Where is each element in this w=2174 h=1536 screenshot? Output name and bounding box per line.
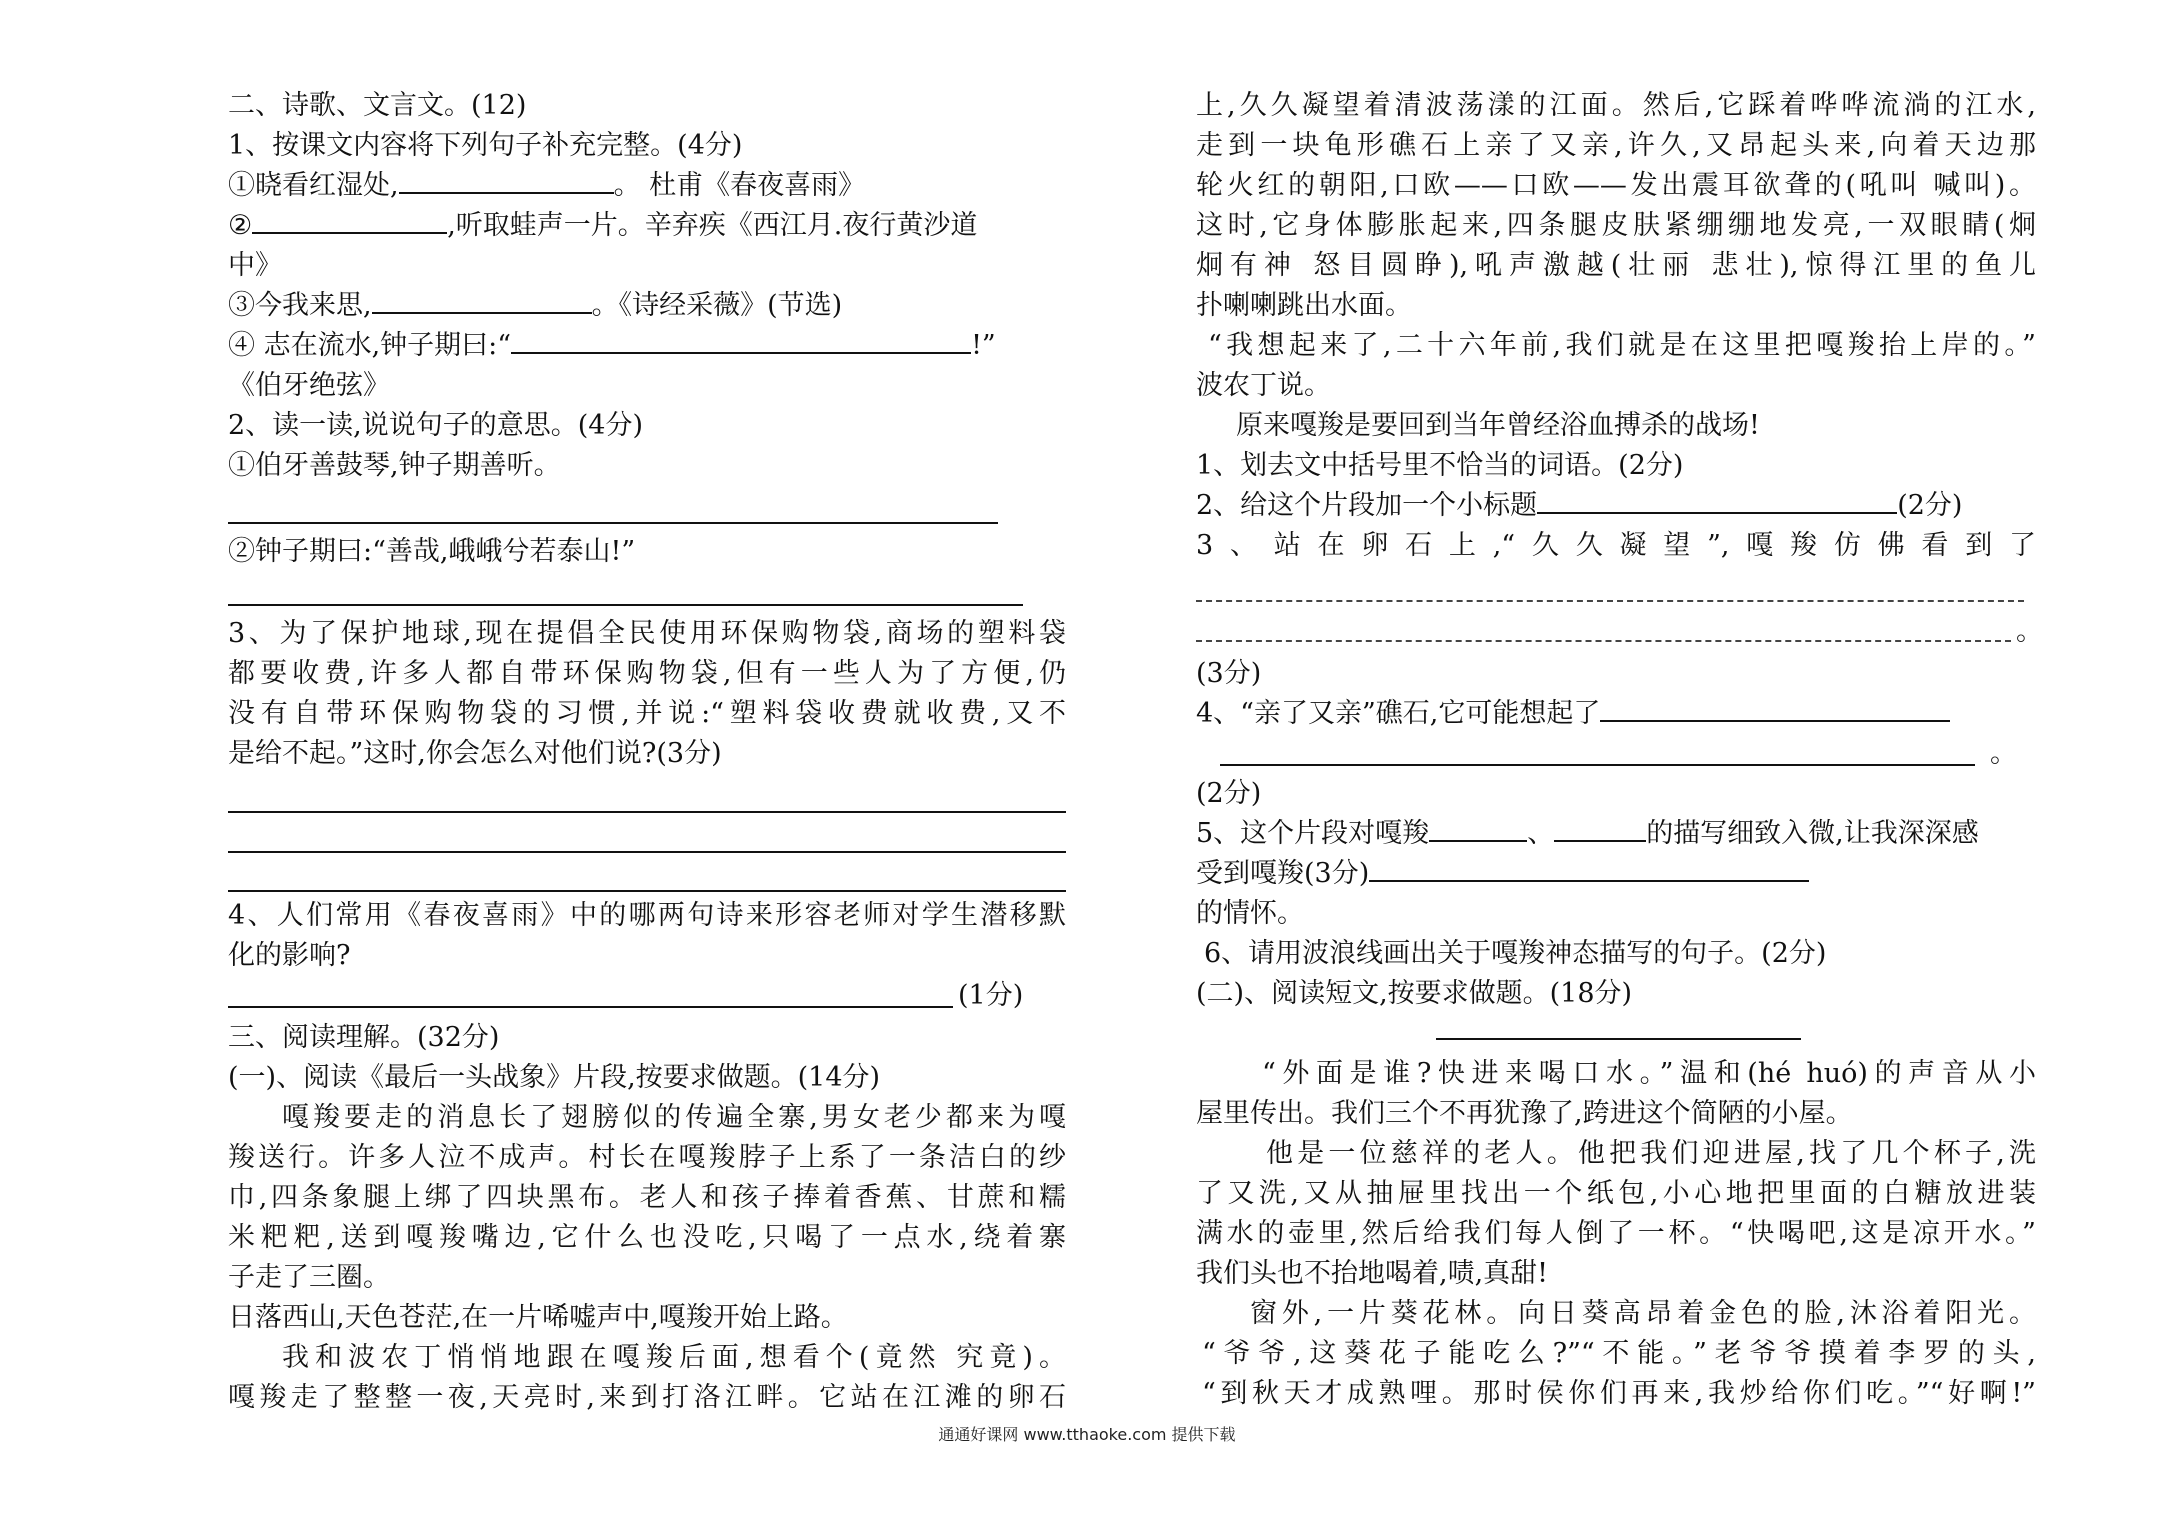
- passage-1-cont-line-8: 波农丁说。: [1196, 370, 1331, 401]
- question-3-line-1: 3、为了保护地球,现在提倡全民使用环保购物袋,商场的塑料袋: [228, 618, 1066, 649]
- question-4-line-1: 4、人们常用《春夜喜雨》中的哪两句诗来形容老师对学生潜移默: [228, 900, 1066, 931]
- answer-line[interactable]: [228, 811, 1066, 813]
- answer-blank[interactable]: [1429, 814, 1527, 842]
- reading-2-title: (二)、阅读短文,按要求做题。(18分): [1196, 978, 1633, 1009]
- r1-q4-score: (2分): [1196, 778, 1262, 809]
- passage-1-line-7: 我和波农丁悄悄地跟在嘎羧后面,想看个(竟然 究竟)。: [282, 1342, 1066, 1373]
- r1-question-5: [1196, 814, 1979, 854]
- r1-question-2: [1196, 486, 1962, 526]
- passage-2-line-1: “外面是谁?快进来喝口水。”温和(hé huó)的声音从小: [1262, 1058, 2036, 1089]
- question-1-item-4: [228, 326, 996, 366]
- reading-1-title: (一)、阅读《最后一头战象》片段,按要求做题。(14分): [228, 1062, 881, 1093]
- passage-1-cont-line-1: 上,久久凝望着清波荡漾的江面。然后,它踩着哗哗流淌的江水,: [1196, 90, 2036, 121]
- r1-q2-score: (2分): [1897, 490, 1963, 521]
- answer-blank[interactable]: [1554, 814, 1646, 842]
- r1-q5-prefix: 5、这个片段对嘎羧: [1196, 818, 1430, 849]
- r1-q3-score: (3分): [1196, 658, 1262, 689]
- r1-q5-suffix: 的描写细致入微,让我深深感: [1646, 818, 1979, 849]
- passage-1-cont-line-4: 这时,它身体膨胀起来,四条腿皮肤紧绷绷地发亮,一双眼睛(炯: [1196, 210, 2036, 241]
- passage-1-line-2: 羧送行。许多人泣不成声。村长在嘎羧脖子上系了一条洁白的纱: [228, 1142, 1066, 1173]
- passage-1-line-6: 日落西山,天色苍茫,在一片唏嘘声中,嘎羧开始上路。: [228, 1302, 848, 1333]
- question-3-line-2: 都要收费,许多人都自带环保购物袋,但有一些人为了方便,仍: [228, 658, 1066, 689]
- passage-1-line-4: 米粑粑,送到嘎羧嘴边,它什么也没吃,只喝了一点水,绕着寨: [228, 1222, 1066, 1253]
- question-1-item-2: [228, 206, 977, 246]
- passage-2-line-9: “到秋天才成熟哩。那时侯你们再来,我炒给你们吃。”“好啊!”: [1202, 1378, 2036, 1409]
- r1-question-6: 6、请用波浪线画出关于嘎羧神态描写的句子。(2分): [1204, 938, 1827, 969]
- passage-1-cont-line-7: “我想起来了,二十六年前,我们就是在这里把嘎羧抬上岸的。”: [1208, 330, 2036, 361]
- question-1-item-2-cont: 中》: [228, 250, 282, 281]
- r1-q5-sep: 、: [1527, 818, 1555, 849]
- answer-line[interactable]: [1196, 640, 2011, 642]
- q1-3-suffix: 。《诗经采薇》(节选): [591, 290, 843, 321]
- q1-1-prefix: ①晓看红湿处,: [228, 170, 399, 201]
- r1-q5-line2-prefix: 受到嘎羧: [1196, 858, 1304, 889]
- passage-2-line-5: 满水的壶里,然后给我们每人倒了一杯。“快喝吧,这是凉开水。”: [1196, 1218, 2036, 1249]
- passage-2-line-8: “爷爷,这葵花子能吃么?”“不能。”老爷爷摸着李罗的头,: [1202, 1338, 2036, 1369]
- passage-1-line-8: 嘎羧走了整整一夜,天亮时,来到打洛江畔。它站在江滩的卵石: [228, 1382, 1066, 1413]
- r1-question-5-line-2: [1196, 854, 1809, 894]
- section-2-title: 二、诗歌、文言文。(12): [228, 90, 527, 121]
- passage-1-cont-line-2: 走到一块龟形礁石上亲了又亲,许久,又昂起头来,向着天边那: [1196, 130, 2036, 161]
- question-4-line-2: 化的影响?: [228, 940, 351, 971]
- r1-question-1: 1、划去文中括号里不恰当的词语。(2分): [1196, 450, 1684, 481]
- r1-question-3: 3、站在卵石上,“久久凝望”,嘎羧仿佛看到了: [1196, 530, 2036, 561]
- question-2-item-1: ①伯牙善鼓琴,钟子期善听。: [228, 450, 561, 481]
- passage-2-line-4: 了又洗,又从抽屉里找出一个纸包,小心地把里面的白糖放进装: [1196, 1178, 2036, 1209]
- passage-1-cont-line-6: 扑喇喇跳出水面。: [1196, 290, 1412, 321]
- passage-1-line-1: 嘎羧要走的消息长了翅膀似的传遍全寨,男女老少都来为嘎: [282, 1102, 1066, 1133]
- q1-1-suffix: 。 杜甫《春夜喜雨》: [613, 170, 866, 201]
- question-2: 2、读一读,说说句子的意思。(4分): [228, 410, 644, 441]
- q1-2-suffix: ,听取蛙声一片。辛弃疾《西江月.夜行黄沙道: [447, 210, 978, 241]
- question-1-item-4-source: 《伯牙绝弦》: [228, 370, 390, 401]
- r1-q4-prefix: 4、“亲了又亲”礁石,它可能想起了: [1196, 698, 1601, 729]
- passage-2-line-3: 他是一位慈祥的老人。他把我们迎进屋,找了几个杯子,洗: [1266, 1138, 2036, 1169]
- question-3-line-4: 是给不起。”这时,你会怎么对他们说?(3分): [228, 738, 722, 769]
- passage-1-cont-line-3: 轮火红的朝阳,口欧——口欧——发出震耳欲聋的(吼叫 喊叫)。: [1196, 170, 2036, 201]
- answer-blank[interactable]: [372, 286, 592, 314]
- passage-1-line-3: 巾,四条象腿上绑了四块黑布。老人和孩子捧着香蕉、甘蔗和糯: [228, 1182, 1066, 1213]
- answer-line[interactable]: [1220, 764, 1975, 766]
- r1-q4-end: 。: [1990, 738, 2017, 769]
- r1-question-4: [1196, 694, 1950, 734]
- footer-credit: 通通好课网 www.tthaoke.com 提供下载: [938, 1425, 1236, 1444]
- answer-line[interactable]: [228, 604, 1023, 606]
- passage-2-line-7: 窗外,一片葵花林。向日葵高昂着金色的脸,沐浴着阳光。: [1250, 1298, 2036, 1329]
- q1-4-prefix: ④ 志在流水,钟子期曰:“: [228, 330, 512, 361]
- r1-q3-end: 。: [2016, 616, 2043, 647]
- question-1: 1、按课文内容将下列句子补充完整。(4分): [228, 130, 743, 161]
- answer-blank[interactable]: [399, 166, 614, 194]
- passage-2-line-6: 我们头也不抬地喝着,啧,真甜!: [1196, 1258, 1549, 1289]
- section-3-title: 三、阅读理解。(32分): [228, 1022, 500, 1053]
- q1-4-suffix: !”: [971, 330, 996, 361]
- answer-line[interactable]: [228, 522, 998, 524]
- r1-q5-score: (3分): [1304, 858, 1370, 889]
- question-2-item-2: ②钟子期曰:“善哉,峨峨兮若泰山!”: [228, 536, 636, 567]
- answer-blank[interactable]: [1600, 694, 1950, 722]
- title-blank[interactable]: [1436, 1038, 1801, 1040]
- answer-blank[interactable]: [1369, 854, 1809, 882]
- question-4-score: (1分): [958, 980, 1024, 1011]
- q1-2-prefix: ②: [228, 210, 253, 241]
- question-3-line-3: 没有自带环保购物袋的习惯,并说:“塑料袋收费就收费,又不: [228, 698, 1066, 729]
- answer-blank[interactable]: [1537, 486, 1897, 514]
- passage-1-cont-line-5: 炯有神 怒目圆睁),吼声激越(壮丽 悲壮),惊得江里的鱼儿: [1196, 250, 2036, 281]
- r1-q2-prefix: 2、给这个片段加一个小标题: [1196, 490, 1538, 521]
- passage-1-line-5: 子走了三圈。: [228, 1262, 390, 1293]
- passage-1-cont-line-9: 原来嘎羧是要回到当年曾经浴血搏杀的战场!: [1236, 410, 1760, 441]
- answer-line[interactable]: [228, 890, 1066, 892]
- question-1-item-1: [228, 166, 865, 206]
- answer-line[interactable]: [228, 1006, 953, 1008]
- question-1-item-3: [228, 286, 842, 326]
- answer-blank[interactable]: [252, 206, 447, 234]
- passage-2-line-2: 屋里传出。我们三个不再犹豫了,跨进这个简陋的小屋。: [1196, 1098, 1853, 1129]
- q1-3-prefix: ③今我来思,: [228, 290, 372, 321]
- r1-question-5-line-3: 的情怀。: [1196, 898, 1304, 929]
- answer-line[interactable]: [228, 851, 1066, 853]
- answer-line[interactable]: [1196, 600, 2024, 602]
- answer-blank[interactable]: [511, 326, 971, 354]
